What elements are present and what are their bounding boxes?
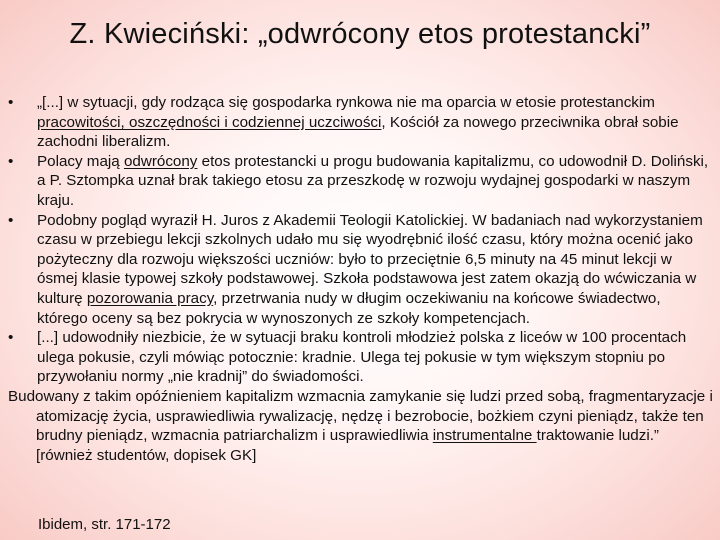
bullet-item bbox=[8, 211, 714, 329]
bullet-marker: • bbox=[8, 94, 14, 111]
slide-title: Z. Kwieciński: „odwrócony etos protestancki” bbox=[69, 18, 651, 50]
bullet-text: , Kościół za nowego przeciwnika obrał sobie zachodni liberalizm. bbox=[37, 113, 679, 151]
bullet-marker: • bbox=[8, 211, 14, 229]
slide-body bbox=[8, 93, 714, 465]
bullet-text: Polacy mają bbox=[37, 152, 124, 170]
closing-text: Budowany z takim opóźnieniem kapitalizm wzmacnia zamykanie się ludzi przed sobą, fragmentaryzacje i atomizację życia, usprawiedliwia rywalizację, nędzę i bezrobocie, bożkiem czyni pieniądz, także ten brudny pieniądz, wzmacnia patriarchalizm i usprawiedliwia bbox=[8, 387, 713, 445]
bullet-item bbox=[8, 93, 714, 152]
bullet-item bbox=[8, 328, 714, 387]
underlined-phrase: instrumentalne bbox=[432, 427, 537, 445]
bullet-text: [...] udowodniły niezbicie, że w sytuacji braku kontroli młodzież polska z liceów w 100 procentach ulega pokusie, czyli mówiąc potocznie: kradnie. Ulega tej pokusie w tym większym stopniu po przywołaniu normy „nie kradnij” do świadomości. bbox=[37, 329, 687, 386]
underlined-phrase: odwrócony bbox=[123, 152, 198, 170]
closing-paragraph bbox=[8, 387, 714, 465]
bullet-text: , przetrwania nudy w długim oczekiwaniu na końcowe świadectwo, którego oceny są bez pokrycia w wynoszonych ze szkoły kompetencjach. bbox=[37, 289, 661, 327]
underlined-phrase: pracowitości, oszczędności i codziennej uczciwości bbox=[37, 113, 382, 131]
bullet-text: etos protestancki u progu budowania kapitalizmu, co udowodnił D. Doliński, a P. Sztompka uznał brak takiego etosu za przeszkodę w rozwoju wydajnej gospodarki w naszym kraju. bbox=[37, 152, 709, 209]
bullet-marker: • bbox=[8, 152, 14, 170]
bullet-item bbox=[8, 152, 714, 211]
bullet-marker: • bbox=[8, 329, 14, 347]
bullet-text: „[...] w sytuacji, gdy rodząca się gospodarka rynkowa nie ma oparcia w etosie protestanckim bbox=[37, 94, 655, 111]
underlined-phrase: pozorowania pracy bbox=[86, 289, 214, 307]
closing-text: traktowanie ludzi.” [również studentów, dopisek GK] bbox=[36, 427, 659, 464]
bullet-text: Podobny pogląd wyraził H. Juros z Akademii Teologii Katolickiej. W badaniach nad wykorzystaniem czasu w przebiegu lekcji szkolnych udało mu się wyodrębnić ilość czasu, który można ocenić jako pożyteczny dla rozwoju większości uczniów: było to przeciętnie 6,5 minuty na 45 minut lekcji w ósmej klasie typowej szkoły podstawowej. Szkoła podstawowa jest zatem okazją do wćwiczania w kulturę bbox=[37, 211, 703, 307]
source-citation: Ibidem, str. 171-172 bbox=[38, 516, 171, 533]
